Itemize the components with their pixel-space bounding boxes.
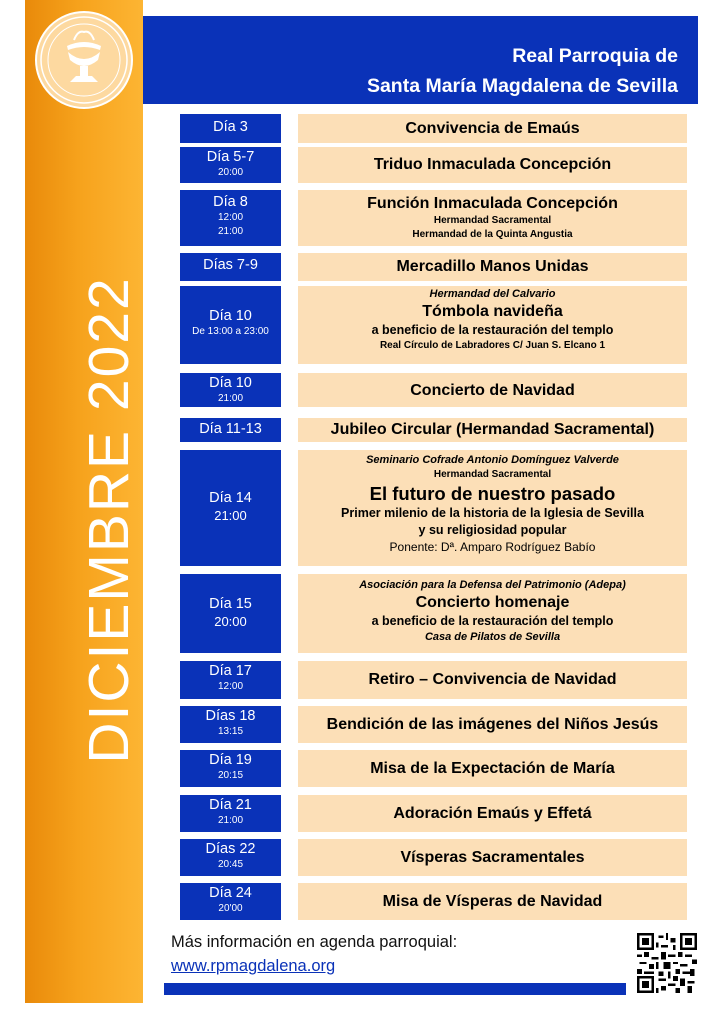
event-time: 21:00	[217, 393, 244, 404]
event-title: Triduo Inmaculada Concepción	[373, 156, 612, 173]
footer-info-text: Más información en agenda parroquial:	[171, 933, 458, 951]
event-date	[180, 839, 281, 876]
event-title: Concierto homenaje	[415, 594, 570, 611]
event-organizer: Hermandad Sacramental	[433, 469, 552, 480]
month-label: DICIEMBRE 2022	[77, 276, 141, 764]
event-subtitle: y su religiosidad popular	[418, 523, 567, 537]
event-details	[298, 661, 687, 699]
event-title: Función Inmaculada Concepción	[367, 195, 618, 212]
event-day: Día 24	[209, 885, 252, 901]
event-title: Concierto de Navidad	[410, 382, 575, 399]
event-details	[298, 883, 687, 920]
event-speaker: Ponente: Dª. Amparo Rodríguez Babío	[389, 540, 596, 554]
event-date	[180, 883, 281, 920]
event-title: Convivencia de Emaús	[405, 120, 580, 137]
event-details	[298, 114, 687, 143]
event-title: Mercadillo Manos Unidas	[396, 258, 589, 275]
event-date	[180, 750, 281, 787]
event-details	[298, 373, 687, 407]
event-title: Tómbola navideña	[422, 303, 563, 320]
event-title: Jubileo Circular (Hermandad Sacramental)	[330, 421, 655, 438]
event-time: 12:00	[217, 681, 244, 692]
event-day: Día 21	[209, 797, 252, 813]
website-link[interactable]: www.rpmagdalena.org	[171, 957, 336, 975]
event-day: Días 22	[205, 841, 256, 857]
event-details	[298, 418, 687, 442]
event-subtitle: a beneficio de la restauración del templo	[371, 614, 614, 628]
event-day: Día 17	[209, 663, 252, 679]
event-day: Día 3	[213, 119, 248, 135]
footer-bar	[164, 983, 626, 995]
event-day: Día 10	[209, 375, 252, 391]
event-day: Días 7-9	[203, 257, 258, 273]
event-time: 20:00	[217, 167, 244, 178]
event-time: 12:00	[217, 212, 244, 223]
event-day: Día 8	[213, 194, 248, 210]
header-banner	[143, 16, 698, 104]
event-day: Días 18	[205, 708, 256, 724]
event-time: 20:15	[217, 770, 244, 781]
event-details	[298, 750, 687, 787]
event-organizer: Seminario Cofrade Antonio Domínguez Valverde	[366, 454, 619, 466]
event-day: Día 19	[209, 752, 252, 768]
event-subtitle: a beneficio de la restauración del templo	[371, 323, 614, 337]
event-time: 20'00	[218, 903, 243, 914]
event-time: De 13:00 a 23:00	[192, 326, 269, 337]
event-day: Día 10	[209, 308, 252, 324]
event-location: Casa de Pilatos de Sevilla	[424, 631, 561, 643]
footer-info	[171, 930, 457, 978]
event-title: Bendición de las imágenes del Niños Jesús	[326, 716, 659, 733]
event-time: 21:00	[217, 815, 244, 826]
event-organizer: Hermandad Sacramental	[433, 215, 552, 226]
event-title: Vísperas Sacramentales	[400, 849, 585, 866]
event-time: 20:45	[217, 859, 244, 870]
event-date	[180, 147, 281, 183]
event-title: Adoración Emaús y Effetá	[393, 805, 592, 822]
event-subtitle: Primer milenio de la historia de la Iglesia de Sevilla	[341, 506, 644, 520]
event-organizer: Hermandad de la Quinta Angustia	[412, 229, 573, 240]
event-location: Real Círculo de Labradores C/ Juan S. Elcano 1	[379, 340, 606, 351]
event-date	[180, 661, 281, 699]
event-date	[180, 114, 281, 143]
event-date	[180, 418, 281, 442]
event-details	[298, 286, 687, 364]
parish-emblem-icon	[34, 10, 134, 110]
event-title: Misa de Vísperas de Navidad	[382, 893, 603, 910]
event-organizer: Asociación para la Defensa del Patrimonio (Adepa)	[359, 579, 626, 591]
event-details	[298, 190, 687, 246]
event-title: Retiro – Convivencia de Navidad	[368, 671, 617, 688]
event-time: 21:00	[214, 508, 247, 523]
event-date	[180, 190, 281, 246]
event-time: 20:00	[214, 614, 247, 629]
event-organizer: Hermandad del Calvario	[429, 288, 556, 300]
event-day: Día 14	[209, 490, 252, 506]
event-details	[298, 795, 687, 832]
event-details	[298, 839, 687, 876]
event-details	[298, 574, 687, 653]
event-date	[180, 253, 281, 281]
event-date	[180, 706, 281, 743]
event-title: El futuro de nuestro pasado	[369, 483, 616, 504]
event-date	[180, 795, 281, 832]
event-date	[180, 373, 281, 407]
month-sidebar	[25, 0, 143, 1003]
event-title: Misa de la Expectación de María	[370, 760, 615, 777]
event-date	[180, 450, 281, 566]
header-line-2: Santa María Magdalena de Sevilla	[366, 75, 678, 97]
event-time: 21:00	[217, 226, 244, 237]
qr-code-icon[interactable]	[637, 933, 697, 993]
event-details	[298, 706, 687, 743]
event-date	[180, 286, 281, 364]
event-date	[180, 574, 281, 653]
event-details	[298, 147, 687, 183]
event-time: 13:15	[217, 726, 244, 737]
header-line-1: Real Parroquia de	[512, 45, 678, 67]
event-day: Día 11-13	[199, 421, 262, 437]
event-day: Día 15	[209, 596, 252, 612]
event-details	[298, 450, 687, 566]
event-day: Día 5-7	[206, 149, 255, 165]
event-details	[298, 253, 687, 281]
